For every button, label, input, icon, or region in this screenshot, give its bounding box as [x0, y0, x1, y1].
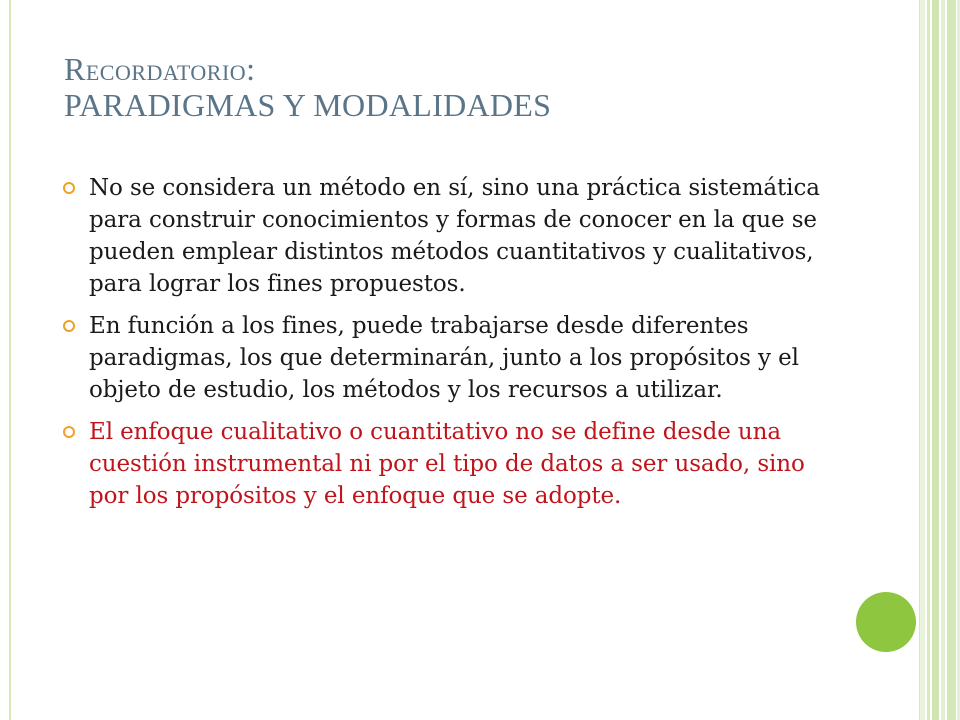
bullet-text: El enfoque cualitativo o cuantitativo no se define desde una cuestión instrumental ni por el tipo de datos a ser usado, sino por los propósitos y el enfoque que se adopte.: [89, 419, 805, 509]
bullet-item-paradigmas: [60, 310, 840, 406]
ring-bullet-icon: [62, 181, 76, 195]
ring-bullet-icon: [62, 425, 76, 439]
stripe: [932, 0, 939, 720]
bullet-list: [60, 172, 840, 522]
stripe: [941, 0, 945, 720]
ring-bullet-icon: [62, 319, 76, 333]
stripe: [920, 0, 925, 720]
decorative-green-circle: [856, 592, 916, 652]
bullet-item-enfoque: [60, 416, 840, 512]
slide-title: [64, 52, 864, 124]
bullet-item-metodo: [60, 172, 840, 300]
title-line-recordatorio: Recordatorio:: [64, 51, 256, 87]
bullet-text: En función a los fines, puede trabajarse desde diferentes paradigmas, los que determinarán, junto a los propósitos y el objeto de estudio, los métodos y los recursos a utilizar.: [89, 313, 799, 403]
bullet-text: No se considera un método en sí, sino una práctica sistemática para construir conocimientos y formas de conocer en la que se pueden emplear distintos métodos cuantitativos y cualitativos, para lograr los fines propuestos.: [89, 175, 820, 297]
decorative-side-stripes: [920, 0, 960, 720]
stripe: [927, 0, 930, 720]
stripe: [947, 0, 956, 720]
title-line-paradigmas: PARADIGMAS Y MODALIDADES: [64, 86, 552, 123]
